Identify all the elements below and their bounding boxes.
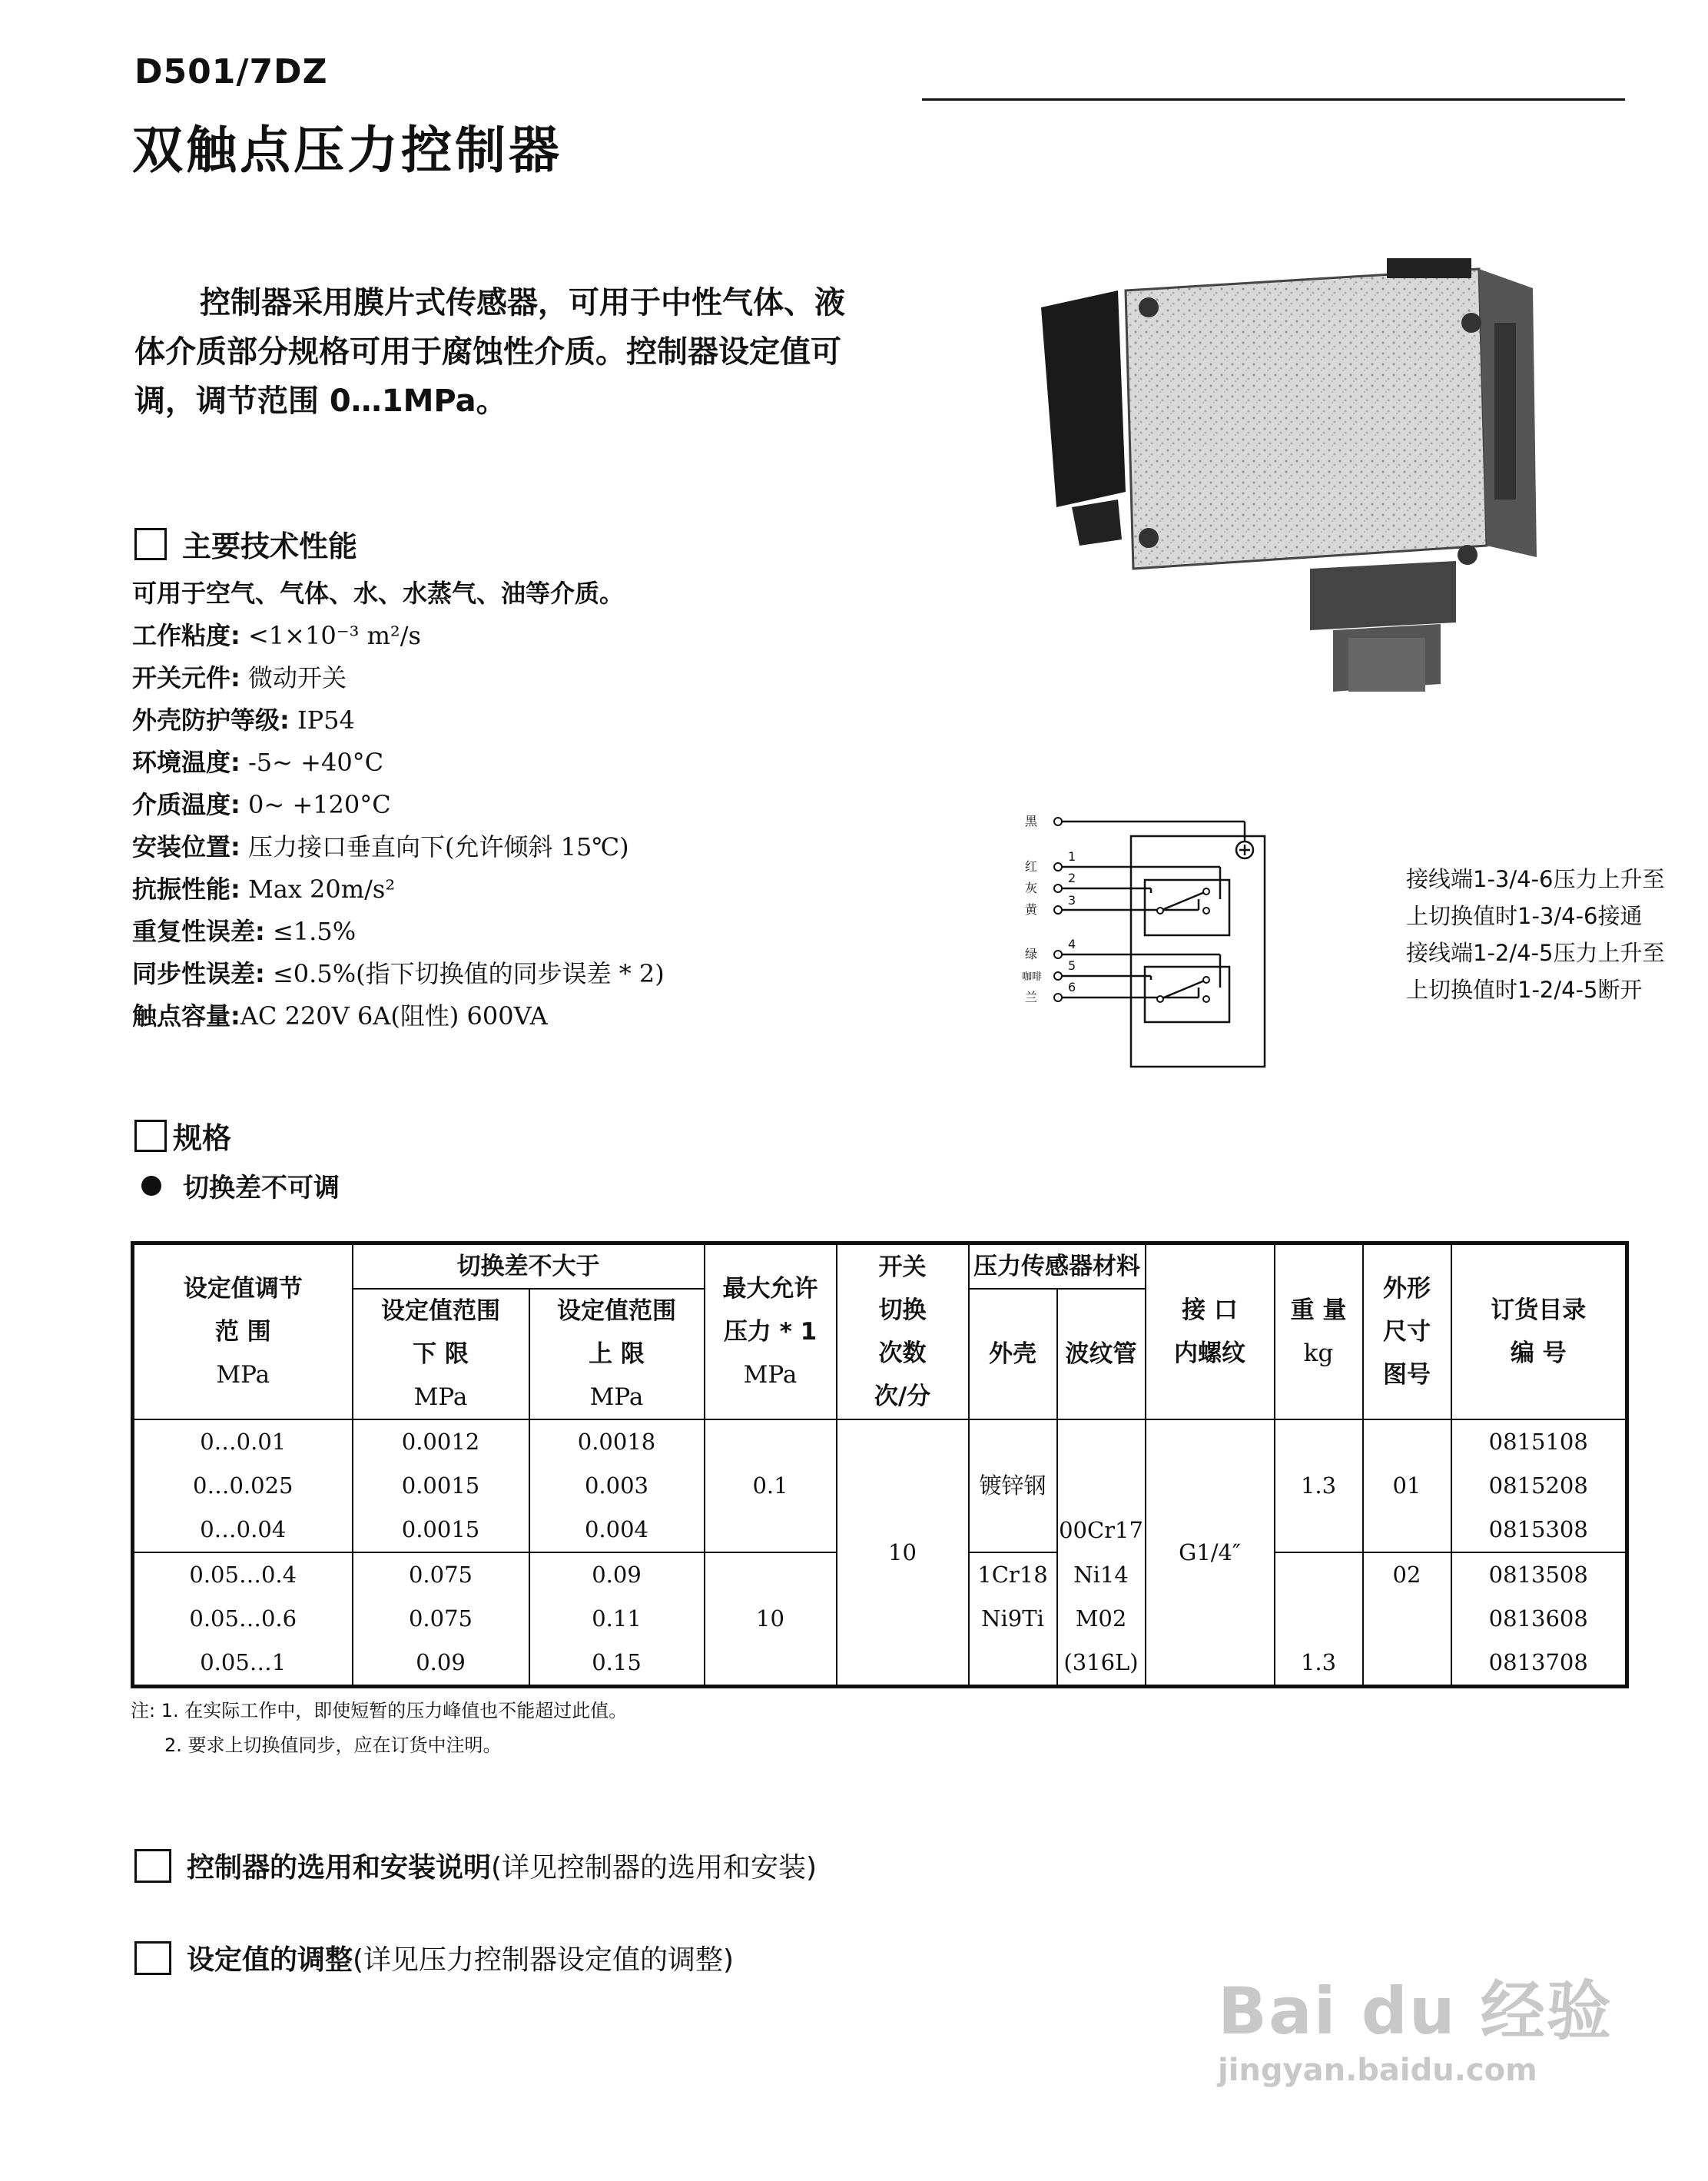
select-ref: (详见控制器的选用和安装) [491, 1852, 818, 1884]
checkbox-icon [134, 1941, 171, 1975]
cell-upper: 0.003 [529, 1464, 705, 1508]
intro-paragraph [134, 278, 849, 426]
checkbox-icon [134, 1120, 167, 1152]
header-order: 订货目录 编 号 [1451, 1243, 1627, 1420]
spec-row: 外壳防护等级: IP54 [132, 705, 355, 735]
legend-line: 上切换值时1-3/4-6接通 [1406, 903, 1643, 929]
bullet-icon [141, 1176, 161, 1196]
cell-order: 0815108 [1451, 1419, 1627, 1464]
adjust-title: 设定值的调整 [187, 1944, 353, 1976]
cell-bellows: M02 [1057, 1597, 1146, 1641]
watermark-url: jingyan.baidu.com [1218, 2053, 1537, 2088]
cell-range: 0.05…1 [133, 1641, 353, 1687]
cell-thread: G1/4″ [1146, 1419, 1275, 1687]
header-range: 设定值调节 范 围 MPa [133, 1243, 353, 1420]
adjust-ref: (详见压力控制器设定值的调整) [353, 1944, 735, 1976]
product-photo [1026, 254, 1564, 715]
model-number: D501/7DZ [134, 52, 328, 91]
cell-shell: Ni9Ti [969, 1597, 1057, 1641]
spec-row: 开关元件: 微动开关 [132, 663, 347, 692]
spec-row: 安装位置: 压力接口垂直向下(允许倾斜 15℃) [132, 832, 629, 861]
cell-upper: 0.0018 [529, 1419, 705, 1464]
spec-row: 抗振性能: Max 20m/s² [132, 875, 396, 904]
cell-lower: 0.075 [353, 1552, 529, 1597]
select-title: 控制器的选用和安装说明 [187, 1852, 492, 1884]
bullet-text: 切换差不可调 [183, 1173, 340, 1203]
cell-maxp: 0.1 [705, 1419, 837, 1552]
cell-order: 0815208 [1451, 1464, 1627, 1508]
legend-line: 上切换值时1-2/4-5断开 [1406, 977, 1643, 1003]
cell-order: 0813708 [1451, 1641, 1627, 1687]
cell-lower: 0.0015 [353, 1508, 529, 1552]
wire-color-label: 黄 [1025, 902, 1038, 917]
checkbox-icon [134, 1849, 171, 1883]
spec-row: 介质温度: 0~ +120°C [132, 790, 391, 819]
header-thread: 接 口 内螺纹 [1146, 1243, 1275, 1420]
terminal-number: 1 [1068, 849, 1076, 864]
spec-row: 重复性误差: ≤1.5% [132, 917, 357, 946]
header-shell: 外壳 [969, 1289, 1057, 1419]
header-upper: 设定值范围 上 限 MPa [529, 1289, 705, 1419]
cell-upper: 0.11 [529, 1597, 705, 1641]
spec-table [131, 1241, 1629, 1688]
cell-weight: 1.3 [1275, 1419, 1363, 1552]
spec-row: 同步性误差: ≤0.5%(指下切换值的同步误差 * 2) [132, 959, 665, 988]
cell-weight: 1.3 [1275, 1641, 1363, 1687]
cell-dim-empty [1363, 1597, 1451, 1687]
cell-shell: 镀锌钢 [969, 1419, 1057, 1552]
header-diff: 切换差不大于 [353, 1243, 705, 1290]
spec-media: 可用于空气、气体、水、水蒸气、油等介质。 [132, 579, 625, 608]
cell-weight-empty [1275, 1552, 1363, 1641]
cell-range: 0.05…0.6 [133, 1597, 353, 1641]
terminal-number: 4 [1068, 937, 1076, 951]
header-weight: 重 量 kg [1275, 1243, 1363, 1420]
watermark-brand: Bai du 经验 [1218, 1974, 1613, 2049]
spec-section-heading [134, 1114, 231, 1157]
wire-color-label: 绿 [1025, 947, 1038, 961]
note-line: 2. 要求上切换值同步，应在订货中注明。 [164, 1735, 502, 1756]
wire-color-label: 黑 [1025, 814, 1038, 828]
cell-range: 0…0.01 [133, 1419, 353, 1464]
select-section-heading [134, 1846, 817, 1885]
cell-switch: 10 [837, 1419, 969, 1687]
header-dim: 外形 尺寸 图号 [1363, 1243, 1451, 1420]
wire-color-label: 灰 [1025, 881, 1038, 895]
spec-row: 工作粘度: <1×10⁻³ m²/s [132, 621, 421, 650]
cell-lower: 0.075 [353, 1597, 529, 1641]
cell-dim: 01 [1363, 1419, 1451, 1552]
spec-row: 触点容量:AC 220V 6A(阻性) 600VA [132, 1001, 548, 1031]
wire-color-label: 咖啡 [1022, 971, 1043, 983]
cell-lower: 0.0012 [353, 1419, 529, 1464]
cell-range: 0.05…0.4 [133, 1552, 353, 1597]
header-switch: 开关 切换 次数 次/分 [837, 1243, 969, 1420]
intro-text: 控制器采用膜片式传感器，可用于中性气体、液体介质部分规格可用于腐蚀性介质。控制器设定值可调，调节范围 0…1MPa。 [134, 285, 845, 419]
cell-order: 0815308 [1451, 1508, 1627, 1552]
cell-shell-empty [969, 1641, 1057, 1687]
cell-lower: 0.0015 [353, 1464, 529, 1508]
cell-order: 0813508 [1451, 1552, 1627, 1597]
tech-specs-list [132, 573, 665, 1037]
header-bellows: 波纹管 [1057, 1289, 1146, 1419]
spec-bullet [132, 1167, 340, 1204]
cell-bellows-empty [1057, 1419, 1146, 1508]
watermark [1218, 1960, 1613, 2088]
cell-maxp: 10 [705, 1552, 837, 1687]
header-rule [922, 98, 1625, 101]
legend-line: 接线端1-3/4-6压力上升至 [1406, 866, 1665, 892]
cell-upper: 0.09 [529, 1552, 705, 1597]
legend-line: 接线端1-2/4-5压力上升至 [1406, 940, 1665, 966]
page-title: 双触点压力控制器 [132, 121, 562, 180]
spec-row: 环境温度: -5~ +40°C [132, 748, 384, 777]
cell-shell: 1Cr18 [969, 1552, 1057, 1597]
cell-upper: 0.004 [529, 1508, 705, 1552]
wire-color-label: 兰 [1025, 990, 1038, 1004]
cell-lower: 0.09 [353, 1641, 529, 1687]
cell-order: 0813608 [1451, 1597, 1627, 1641]
wiring-legend [1406, 861, 1665, 1008]
wiring-diagram [1022, 807, 1275, 1091]
tech-section-heading [134, 523, 357, 565]
header-maxp: 最大允许 压力 * 1 MPa [705, 1243, 837, 1420]
cell-upper: 0.15 [529, 1641, 705, 1687]
wire-color-label: 红 [1025, 859, 1038, 874]
cell-range: 0…0.04 [133, 1508, 353, 1552]
table-row [133, 1419, 1627, 1464]
terminal-number: 2 [1068, 871, 1076, 885]
cell-range: 0…0.025 [133, 1464, 353, 1508]
checkbox-icon [134, 528, 167, 560]
cell-bellows: (316L) [1057, 1641, 1146, 1687]
note-line: 注: 1. 在实际工作中，即使短暂的压力峰值也不能超过此值。 [131, 1700, 628, 1721]
adjust-section-heading [134, 1938, 734, 1977]
terminal-number: 6 [1068, 980, 1076, 994]
header-material: 压力传感器材料 [969, 1243, 1146, 1290]
cell-dim: 02 [1363, 1552, 1451, 1597]
cell-bellows: 00Cr17 [1057, 1508, 1146, 1552]
terminal-number: 3 [1068, 893, 1076, 908]
terminal-number: 5 [1068, 958, 1076, 973]
header-lower: 设定值范围 下 限 MPa [353, 1289, 529, 1419]
table-notes [131, 1694, 627, 1763]
tech-heading-text: 主要技术性能 [182, 529, 358, 563]
cell-bellows: Ni14 [1057, 1552, 1146, 1597]
spec-heading-text: 规格 [173, 1121, 232, 1155]
